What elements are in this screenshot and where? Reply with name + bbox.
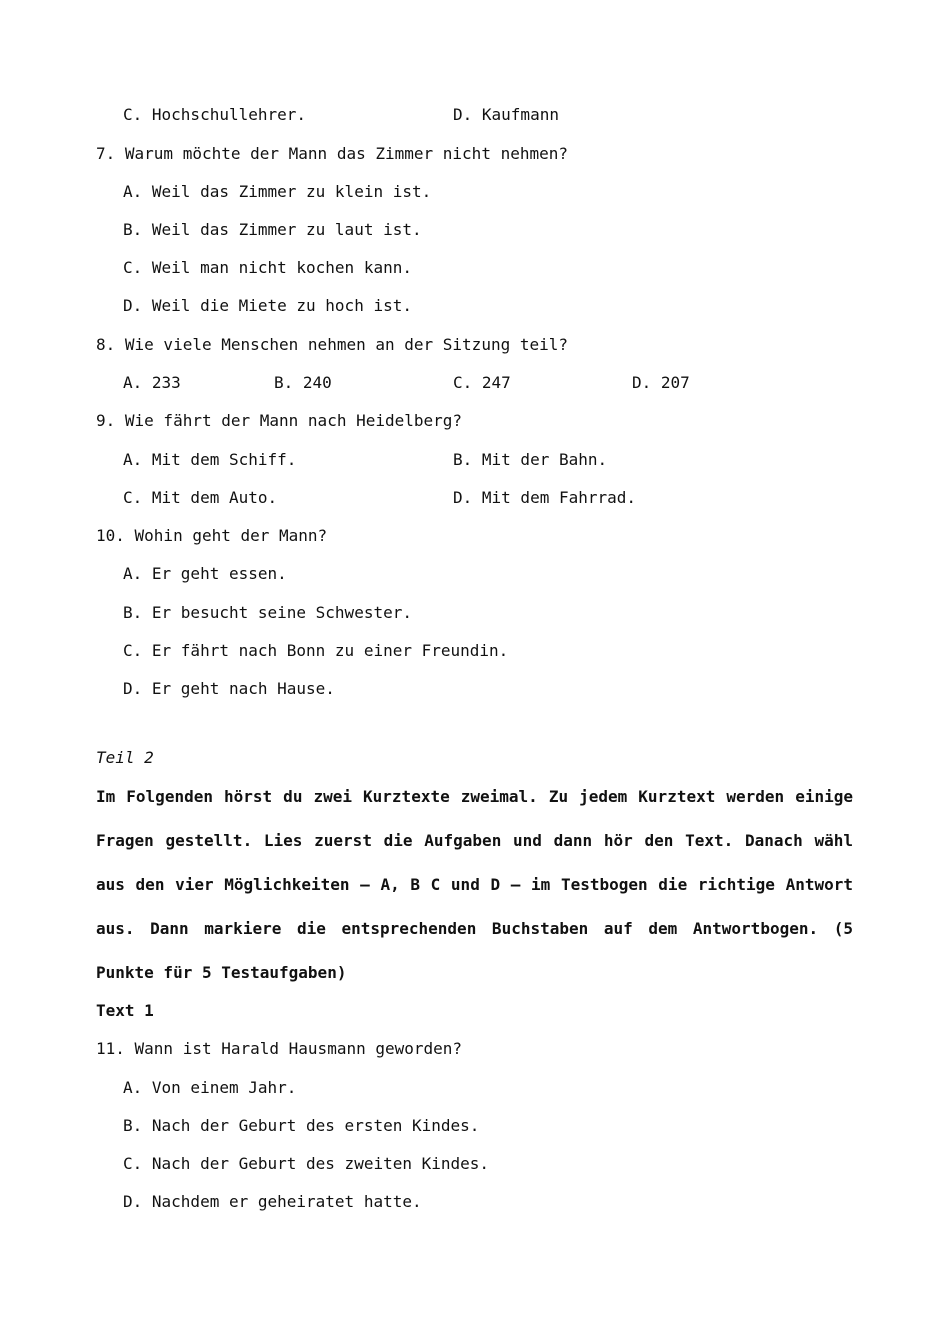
q9-option-a: A. Mit dem Schiff.	[123, 450, 297, 469]
q6-option-d: D. Kaufmann	[453, 105, 559, 124]
q11-option-c: C. Nach der Geburt des zweiten Kindes.	[123, 1154, 490, 1173]
q7-option-d: D. Weil die Miete zu hoch ist.	[123, 296, 412, 315]
q10-option-d: D. Er geht nach Hause.	[123, 679, 335, 698]
q10-option-c: C. Er fährt nach Bonn zu einer Freundin.	[123, 641, 509, 660]
q8-option-b: B. 240	[274, 373, 332, 392]
q9-option-d: D. Mit dem Fahrrad.	[453, 488, 637, 507]
section-instructions: Im Folgenden hörst du zwei Kurztexte zweimal. Zu jedem Kurztext werden einige Fragen gestellt. Lies zuerst die Aufgaben und dann hör den Text. Danach wähl aus den vier Möglichkeiten – A, B C und D – im Testbogen die richtige Antwort aus. Dann markiere die entsprechenden Buchstaben auf dem Antwortbogen. (5 Punkte für 5 Testaufgaben)	[96, 787, 853, 982]
q8-option-a: A. 233	[123, 373, 181, 392]
text-label: Text 1	[96, 1001, 154, 1020]
q8-option-d: D. 207	[632, 373, 690, 392]
q7-option-b: B. Weil das Zimmer zu laut ist.	[123, 220, 422, 239]
q10-question: 10. Wohin geht der Mann?	[96, 526, 328, 545]
q8-option-c: C. 247	[453, 373, 511, 392]
q11-option-b: B. Nach der Geburt des ersten Kindes.	[123, 1116, 480, 1135]
q11-question: 11. Wann ist Harald Hausmann geworden?	[96, 1039, 463, 1058]
q7-question: 7. Warum möchte der Mann das Zimmer nicht nehmen?	[96, 144, 569, 163]
q9-question: 9. Wie fährt der Mann nach Heidelberg?	[96, 411, 463, 430]
section-heading: Teil 2	[96, 748, 154, 767]
q10-option-a: A. Er geht essen.	[123, 564, 287, 583]
q6-option-c: C. Hochschullehrer.	[123, 105, 307, 124]
q7-option-c: C. Weil man nicht kochen kann.	[123, 258, 412, 277]
q10-option-b: B. Er besucht seine Schwester.	[123, 603, 412, 622]
q8-question: 8. Wie viele Menschen nehmen an der Sitzung teil?	[96, 335, 569, 354]
q7-option-a: A. Weil das Zimmer zu klein ist.	[123, 182, 432, 201]
q11-option-d: D. Nachdem er geheiratet hatte.	[123, 1192, 422, 1211]
q9-option-b: B. Mit der Bahn.	[453, 450, 608, 469]
q11-option-a: A. Von einem Jahr.	[123, 1078, 297, 1097]
q9-option-c: C. Mit dem Auto.	[123, 488, 278, 507]
